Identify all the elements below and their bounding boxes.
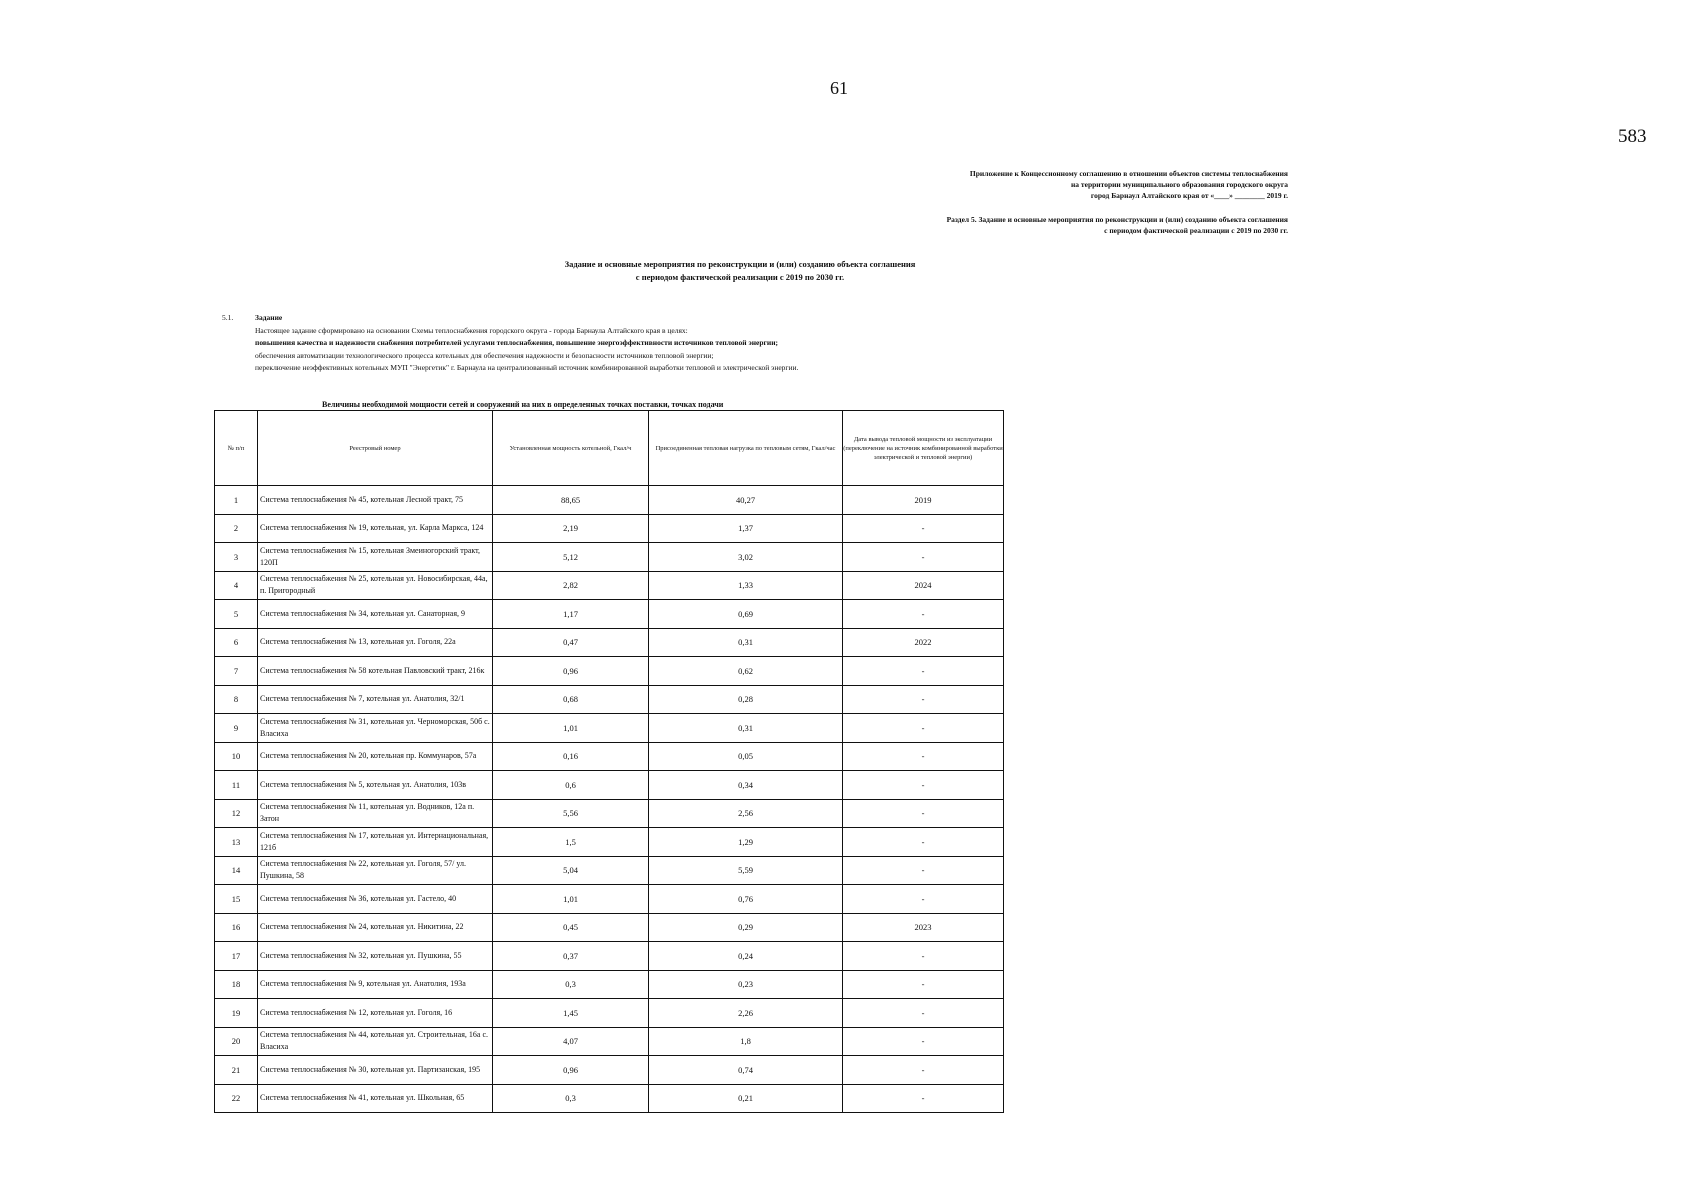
row-number: 13 bbox=[215, 828, 258, 857]
capacity-value: 5,04 bbox=[493, 856, 649, 885]
decommission-date: - bbox=[843, 657, 1004, 686]
row-number: 22 bbox=[215, 1084, 258, 1113]
row-number: 17 bbox=[215, 942, 258, 971]
load-value: 0,62 bbox=[649, 657, 843, 686]
registry-number: Система теплоснабжения № 12, котельная ул. Гоголя, 16 bbox=[258, 999, 493, 1028]
row-number: 3 bbox=[215, 543, 258, 572]
table-row bbox=[215, 1084, 1004, 1113]
capacity-value: 5,12 bbox=[493, 543, 649, 572]
registry-number: Система теплоснабжения № 25, котельная ул. Новосибирская, 44а, п. Пригородный bbox=[258, 571, 493, 600]
table-row bbox=[215, 942, 1004, 971]
document-title bbox=[440, 258, 1040, 284]
row-number: 14 bbox=[215, 856, 258, 885]
row-number: 11 bbox=[215, 771, 258, 800]
registry-number: Система теплоснабжения № 22, котельная ул. Гоголя, 57/ ул. Пушкина, 58 bbox=[258, 856, 493, 885]
title-line: с периодом фактической реализации с 2019 по 2030 гг. bbox=[635, 272, 845, 282]
load-value: 0,74 bbox=[649, 1056, 843, 1085]
decommission-date: - bbox=[843, 885, 1004, 914]
load-value: 5,59 bbox=[649, 856, 843, 885]
capacity-value: 1,17 bbox=[493, 600, 649, 629]
row-number: 1 bbox=[215, 486, 258, 515]
decommission-date: - bbox=[843, 514, 1004, 543]
capacity-value: 0,3 bbox=[493, 970, 649, 999]
load-value: 0,23 bbox=[649, 970, 843, 999]
capacity-value: 0,68 bbox=[493, 685, 649, 714]
table-row bbox=[215, 685, 1004, 714]
table-row bbox=[215, 628, 1004, 657]
capacity-value: 1,45 bbox=[493, 999, 649, 1028]
registry-number: Система теплоснабжения № 44, котельная ул. Строительная, 16а с. Власиха bbox=[258, 1027, 493, 1056]
decommission-date: - bbox=[843, 714, 1004, 743]
table-row bbox=[215, 856, 1004, 885]
page-number-top: 61 bbox=[830, 78, 848, 98]
capacity-value: 1,01 bbox=[493, 885, 649, 914]
registry-number: Система теплоснабжения № 30, котельная ул. Партизанская, 195 bbox=[258, 1056, 493, 1085]
registry-number: Система теплоснабжения № 17, котельная ул. Интернациональная, 121б bbox=[258, 828, 493, 857]
row-number: 15 bbox=[215, 885, 258, 914]
registry-number: Система теплоснабжения № 45, котельная Лесной тракт, 75 bbox=[258, 486, 493, 515]
decommission-date: - bbox=[843, 742, 1004, 771]
appendix-line: на территории муниципального образования городского округа bbox=[1070, 180, 1288, 189]
header-date: Дата вывода тепловой мощности из эксплуатации (переключение на источник комбинированной выработки электрической и тепловой энергии) bbox=[843, 411, 1004, 486]
decommission-date: - bbox=[843, 942, 1004, 971]
decommission-date: - bbox=[843, 799, 1004, 828]
decommission-date: - bbox=[843, 1056, 1004, 1085]
decommission-date: 2022 bbox=[843, 628, 1004, 657]
registry-number: Система теплоснабжения № 5, котельная ул. Анатолия, 103в bbox=[258, 771, 493, 800]
task-body bbox=[255, 312, 1135, 375]
capacity-value: 0,47 bbox=[493, 628, 649, 657]
table-row bbox=[215, 885, 1004, 914]
capacity-value: 0,96 bbox=[493, 1056, 649, 1085]
registry-number: Система теплоснабжения № 31, котельная ул. Черноморская, 50б с. Власиха bbox=[258, 714, 493, 743]
row-number: 2 bbox=[215, 514, 258, 543]
task-title: Задание bbox=[255, 313, 283, 322]
header-load: Присоединенная тепловая нагрузка по тепловым сетям, Гкал/час bbox=[649, 411, 843, 486]
task-line: переключение неэффективных котельных МУП "Энергетик" г. Барнаула на централизованный источник комбинированной выработки тепловой и электрической энергии. bbox=[255, 363, 799, 372]
table-row bbox=[215, 799, 1004, 828]
capacity-value: 0,45 bbox=[493, 913, 649, 942]
capacity-value: 0,37 bbox=[493, 942, 649, 971]
appendix-line: город Барнаул Алтайского края от «____» ________ 2019 г. bbox=[1090, 191, 1288, 200]
row-number: 19 bbox=[215, 999, 258, 1028]
load-value: 0,05 bbox=[649, 742, 843, 771]
capacity-value: 0,96 bbox=[493, 657, 649, 686]
table-row bbox=[215, 486, 1004, 515]
row-number: 10 bbox=[215, 742, 258, 771]
section-line: с периодом фактической реализации с 2019 по 2030 гг. bbox=[1104, 226, 1288, 235]
registry-number: Система теплоснабжения № 11, котельная ул. Водников, 12а п. Затон bbox=[258, 799, 493, 828]
registry-number: Система теплоснабжения № 58 котельная Павловский тракт, 216к bbox=[258, 657, 493, 686]
capacity-value: 2,82 bbox=[493, 571, 649, 600]
load-value: 0,31 bbox=[649, 628, 843, 657]
row-number: 21 bbox=[215, 1056, 258, 1085]
registry-number: Система теплоснабжения № 13, котельная ул. Гоголя, 22а bbox=[258, 628, 493, 657]
load-value: 3,02 bbox=[649, 543, 843, 572]
registry-number: Система теплоснабжения № 41, котельная ул. Школьная, 65 bbox=[258, 1084, 493, 1113]
table-row bbox=[215, 828, 1004, 857]
table-header-row bbox=[215, 411, 1004, 486]
table-row bbox=[215, 970, 1004, 999]
decommission-date: - bbox=[843, 856, 1004, 885]
registry-number: Система теплоснабжения № 19, котельная, ул. Карла Маркса, 124 bbox=[258, 514, 493, 543]
capacity-table bbox=[214, 410, 1004, 1113]
row-number: 20 bbox=[215, 1027, 258, 1056]
registry-number: Система теплоснабжения № 20, котельная пр. Коммунаров, 57а bbox=[258, 742, 493, 771]
decommission-date: - bbox=[843, 970, 1004, 999]
registry-number: Система теплоснабжения № 9, котельная ул. Анатолия, 193а bbox=[258, 970, 493, 999]
row-number: 9 bbox=[215, 714, 258, 743]
load-value: 2,56 bbox=[649, 799, 843, 828]
load-value: 0,24 bbox=[649, 942, 843, 971]
load-value: 1,37 bbox=[649, 514, 843, 543]
row-number: 16 bbox=[215, 913, 258, 942]
load-value: 1,29 bbox=[649, 828, 843, 857]
capacity-value: 4,07 bbox=[493, 1027, 649, 1056]
row-number: 8 bbox=[215, 685, 258, 714]
row-number: 7 bbox=[215, 657, 258, 686]
capacity-value: 1,01 bbox=[493, 714, 649, 743]
load-value: 1,33 bbox=[649, 571, 843, 600]
row-number: 5 bbox=[215, 600, 258, 629]
table-row bbox=[215, 543, 1004, 572]
table-row bbox=[215, 771, 1004, 800]
task-number: 5.1. bbox=[222, 313, 234, 322]
load-value: 0,76 bbox=[649, 885, 843, 914]
load-value: 40,27 bbox=[649, 486, 843, 515]
row-number: 6 bbox=[215, 628, 258, 657]
decommission-date: 2024 bbox=[843, 571, 1004, 600]
header-number: № п/п bbox=[215, 411, 258, 486]
load-value: 1,8 bbox=[649, 1027, 843, 1056]
decommission-date: - bbox=[843, 1084, 1004, 1113]
capacity-value: 0,3 bbox=[493, 1084, 649, 1113]
table-row bbox=[215, 514, 1004, 543]
load-value: 0,34 bbox=[649, 771, 843, 800]
registry-number: Система теплоснабжения № 36, котельная ул. Гастело, 40 bbox=[258, 885, 493, 914]
capacity-value: 88,65 bbox=[493, 486, 649, 515]
section-reference bbox=[648, 214, 1288, 236]
load-value: 0,28 bbox=[649, 685, 843, 714]
load-value: 0,21 bbox=[649, 1084, 843, 1113]
table-caption: Величины необходимой мощности сетей и сооружений на них в определенных точках поставки, точках подачи bbox=[322, 400, 724, 409]
table-row bbox=[215, 600, 1004, 629]
table-row bbox=[215, 1027, 1004, 1056]
task-line: Настоящее задание сформировано на основании Схемы теплоснабжения городского округа - города Барнаула Алтайского края в целях: bbox=[255, 325, 688, 335]
load-value: 0,31 bbox=[649, 714, 843, 743]
decommission-date: - bbox=[843, 543, 1004, 572]
title-line: Задание и основные мероприятия по реконструкции и (или) созданию объекта соглашения bbox=[564, 259, 916, 269]
capacity-value: 0,6 bbox=[493, 771, 649, 800]
registry-number: Система теплоснабжения № 34, котельная ул. Санаторная, 9 bbox=[258, 600, 493, 629]
decommission-date: - bbox=[843, 771, 1004, 800]
table-row bbox=[215, 742, 1004, 771]
decommission-date: - bbox=[843, 1027, 1004, 1056]
table-row bbox=[215, 913, 1004, 942]
header-registry: Реестровый номер bbox=[258, 411, 493, 486]
row-number: 18 bbox=[215, 970, 258, 999]
decommission-date: 2019 bbox=[843, 486, 1004, 515]
decommission-date: - bbox=[843, 685, 1004, 714]
decommission-date: - bbox=[843, 600, 1004, 629]
capacity-value: 2,19 bbox=[493, 514, 649, 543]
table-row bbox=[215, 1056, 1004, 1085]
section-line: Раздел 5. Задание и основные мероприятия по реконструкции и (или) созданию объекта соглашения bbox=[946, 215, 1288, 224]
header-capacity: Установленная мощность котельной, Гкал/ч bbox=[493, 411, 649, 486]
capacity-value: 0,16 bbox=[493, 742, 649, 771]
table-row bbox=[215, 571, 1004, 600]
registry-number: Система теплоснабжения № 32, котельная ул. Пушкина, 55 bbox=[258, 942, 493, 971]
row-number: 12 bbox=[215, 799, 258, 828]
load-value: 2,26 bbox=[649, 999, 843, 1028]
task-line: повышения качества и надежности снабжения потребителей услугами теплоснабжения, повышение энергоэффективности источников тепловой энергии; bbox=[255, 338, 779, 347]
decommission-date: - bbox=[843, 828, 1004, 857]
appendix-line: Приложение к Концессионному соглашению в отношении объектов системы теплоснабжения bbox=[969, 169, 1288, 178]
appendix-header bbox=[648, 168, 1288, 201]
registry-number: Система теплоснабжения № 15, котельная Змеиногорский тракт, 120П bbox=[258, 543, 493, 572]
row-number: 4 bbox=[215, 571, 258, 600]
decommission-date: - bbox=[843, 999, 1004, 1028]
registry-number: Система теплоснабжения № 24, котельная ул. Никитина, 22 bbox=[258, 913, 493, 942]
load-value: 0,69 bbox=[649, 600, 843, 629]
table-row bbox=[215, 657, 1004, 686]
registry-number: Система теплоснабжения № 7, котельная ул. Анатолия, 32/1 bbox=[258, 685, 493, 714]
decommission-date: 2023 bbox=[843, 913, 1004, 942]
capacity-value: 1,5 bbox=[493, 828, 649, 857]
table-row bbox=[215, 714, 1004, 743]
page-number-right: 583 bbox=[1618, 126, 1647, 147]
table-row bbox=[215, 999, 1004, 1028]
task-line: обеспечения автоматизации технологического процесса котельных для обеспечения надежности и безопасности источников тепловой энергии; bbox=[255, 350, 714, 360]
load-value: 0,29 bbox=[649, 913, 843, 942]
capacity-value: 5,56 bbox=[493, 799, 649, 828]
